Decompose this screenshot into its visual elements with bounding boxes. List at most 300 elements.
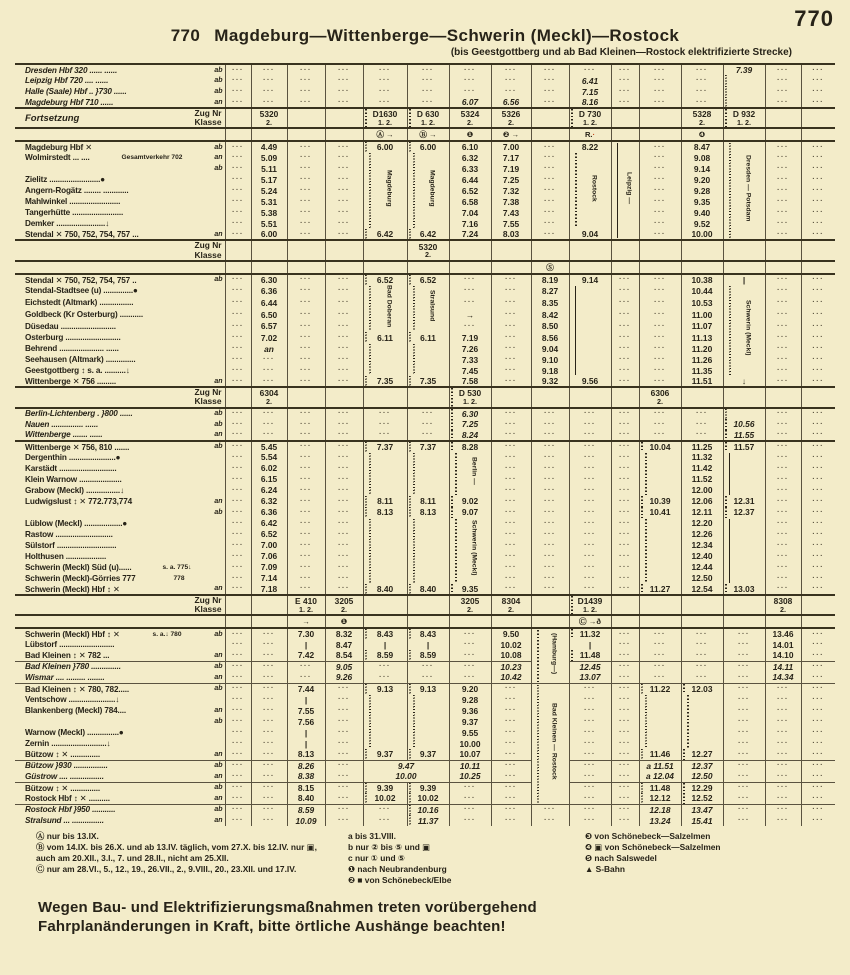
empty-cell: ··· <box>287 343 325 354</box>
empty-cell: ··· <box>325 207 363 218</box>
empty-cell: ··· <box>407 419 449 430</box>
empty-cell: ··· <box>225 320 251 332</box>
station-name: Magdeburg Hbf ✕ <box>25 143 92 153</box>
symbol-row <box>15 128 835 141</box>
station-label-cell <box>15 320 225 332</box>
empty-cell: ··· <box>611 441 639 452</box>
time-cell: 12.34 <box>681 540 723 551</box>
empty-cell: ··· <box>225 141 251 152</box>
empty-cell: ··· <box>449 86 491 97</box>
empty-cell: ··· <box>325 285 363 297</box>
ab-an-marker: ab <box>214 762 223 770</box>
empty-cell: ··· <box>225 474 251 485</box>
empty-cell: ··· <box>801 185 835 196</box>
time-cell: 7.25 <box>491 174 531 185</box>
empty-cell: ··· <box>491 584 531 595</box>
empty-cell: ··· <box>491 738 531 749</box>
empty-cell: ··· <box>491 540 531 551</box>
time-cell: 9.50 <box>491 628 531 639</box>
time-cell: 6.00 <box>363 141 407 152</box>
empty-cell: ··· <box>801 738 835 749</box>
empty-cell: ··· <box>681 430 723 441</box>
time-cell: 8.15 <box>287 782 325 793</box>
empty-cell: ··· <box>325 694 363 705</box>
symbol-cell <box>723 615 765 628</box>
time-cell: 11.26 <box>681 354 723 365</box>
train-number-cell: D 730 1. 2. <box>569 108 611 128</box>
empty-cell: ··· <box>325 196 363 207</box>
time-cell: 12.54 <box>681 584 723 595</box>
empty-cell: ··· <box>723 661 765 672</box>
ab-an-marker: an <box>214 651 223 659</box>
station-row <box>15 408 835 419</box>
time-cell: 7.37 <box>407 441 449 452</box>
time-cell: 14.34 <box>765 672 801 683</box>
empty-cell: ··· <box>569 738 611 749</box>
train-number-cell <box>611 108 639 128</box>
empty-cell: ··· <box>801 163 835 174</box>
empty-cell: ··· <box>225 86 251 97</box>
zugnr-klasse-label: Zug Nr Klasse <box>194 387 222 407</box>
train-number-cell <box>407 387 449 407</box>
train-number-cell <box>611 595 639 615</box>
station-row <box>15 496 835 507</box>
empty-cell: ··· <box>611 419 639 430</box>
empty-cell: ··· <box>325 274 363 285</box>
empty-cell: ··· <box>225 661 251 672</box>
ab-an-marker: an <box>214 817 223 825</box>
train-number-cell <box>491 387 531 407</box>
empty-cell: ··· <box>611 562 639 573</box>
empty-cell: ··· <box>251 408 287 419</box>
train-number-cell <box>681 595 723 615</box>
time-cell: 8.59 <box>407 650 449 661</box>
time-cell: 9.35 <box>681 196 723 207</box>
route-note: Gesamtverkehr 702 <box>121 154 183 162</box>
empty-cell: ··· <box>325 485 363 496</box>
vertical-route-text: Dresden — Potsdam <box>744 155 752 222</box>
empty-cell: ··· <box>765 694 801 705</box>
vertical-route-label <box>407 343 449 376</box>
station-label-cell <box>15 727 225 738</box>
empty-cell: ··· <box>611 529 639 540</box>
time-cell: 11.48 <box>569 650 611 661</box>
empty-cell: ··· <box>801 782 835 793</box>
empty-cell: ··· <box>569 507 611 518</box>
station-row <box>15 804 835 815</box>
station-name: Rostock Hbf ↕ ✕ .......... <box>25 794 110 804</box>
empty-cell: ··· <box>225 343 251 354</box>
empty-cell: ··· <box>251 815 287 826</box>
time-cell: 7.43 <box>491 207 531 218</box>
empty-cell: ··· <box>287 672 325 683</box>
empty-cell: ··· <box>287 661 325 672</box>
station-row <box>15 229 835 240</box>
empty-cell: ··· <box>639 141 681 152</box>
empty-cell: ··· <box>325 529 363 540</box>
timetable-container <box>0 63 850 826</box>
symbol-cell: ❶ <box>325 615 363 628</box>
time-cell: 9.36 <box>449 705 491 716</box>
empty-cell: ··· <box>407 86 449 97</box>
station-label-cell <box>15 141 225 152</box>
empty-cell: ··· <box>723 694 765 705</box>
empty-cell: ··· <box>491 285 531 297</box>
empty-cell: ··· <box>225 64 251 75</box>
station-name: Eichstedt (Altmark) ................ <box>25 298 134 308</box>
time-cell: 8.43 <box>407 628 449 639</box>
empty-cell: ··· <box>531 529 569 540</box>
time-cell: 10.23 <box>491 661 531 672</box>
station-row <box>15 584 835 595</box>
time-cell: 9.39 <box>407 782 449 793</box>
empty-cell: ··· <box>251 75 287 86</box>
empty-cell: ··· <box>251 639 287 650</box>
symbol-cell <box>251 128 287 141</box>
empty-cell: ··· <box>801 196 835 207</box>
empty-cell: ··· <box>611 738 639 749</box>
empty-cell: ··· <box>611 64 639 75</box>
empty-cell: ··· <box>449 661 491 672</box>
empty-cell: ··· <box>801 152 835 163</box>
time-cell: 7.35 <box>363 376 407 387</box>
empty-cell: ··· <box>325 376 363 387</box>
time-cell: 11.20 <box>681 343 723 354</box>
station-name: Stralsund ... ............... <box>25 816 104 826</box>
empty-cell: ··· <box>681 672 723 683</box>
time-cell: 15.41 <box>681 815 723 826</box>
time-cell <box>723 86 765 97</box>
empty-cell: ··· <box>225 562 251 573</box>
time-cell: 12.44 <box>681 562 723 573</box>
station-label-cell <box>15 419 225 430</box>
empty-cell: ··· <box>325 419 363 430</box>
empty-cell: ··· <box>491 562 531 573</box>
empty-cell: ··· <box>251 694 287 705</box>
train-number-cell: 8308 2. <box>765 595 801 615</box>
empty-cell: ··· <box>325 174 363 185</box>
station-row <box>15 760 835 771</box>
time-cell: 9.39 <box>363 782 407 793</box>
ab-an-marker: ab <box>214 276 223 284</box>
empty-cell: ··· <box>801 650 835 661</box>
time-cell: 7.58 <box>449 376 491 387</box>
footnote-item: ❸ von Schönebeck—Salzelmen <box>585 831 711 842</box>
vertical-route-label <box>407 452 449 496</box>
time-cell: 10.41 <box>639 507 681 518</box>
station-name: Osterburg .......................... <box>25 333 121 343</box>
symbol-cell <box>681 261 723 274</box>
vertical-route-label <box>531 628 569 683</box>
empty-cell: ··· <box>491 529 531 540</box>
symbol-cell: Ⓑ → <box>407 128 449 141</box>
time-cell: 8.40 <box>363 584 407 595</box>
empty-cell: ··· <box>225 297 251 309</box>
empty-cell: ··· <box>491 376 531 387</box>
empty-cell: ··· <box>569 727 611 738</box>
empty-cell: ··· <box>251 782 287 793</box>
ab-an-marker: ab <box>214 443 223 451</box>
empty-cell: ··· <box>325 804 363 815</box>
time-cell: 8.28 <box>449 441 491 452</box>
empty-cell: ··· <box>287 141 325 152</box>
time-cell: 10.42 <box>491 672 531 683</box>
empty-cell: ··· <box>287 218 325 229</box>
time-cell: 9.10 <box>531 354 569 365</box>
symbol-cell: ❷ → <box>491 128 531 141</box>
station-name: Sülstorf ............................ <box>25 540 117 550</box>
empty-cell: ··· <box>325 749 363 760</box>
train-number-cell <box>723 595 765 615</box>
empty-cell: ··· <box>611 551 639 562</box>
train-number-cell <box>531 108 569 128</box>
vertical-route-label <box>681 694 723 749</box>
time-cell: 7.02 <box>251 332 287 343</box>
symbol-cell <box>407 615 449 628</box>
time-cell: 11.55 <box>723 430 765 441</box>
empty-cell: ··· <box>611 463 639 474</box>
empty-cell: ··· <box>225 376 251 387</box>
time-cell: 6.15 <box>251 474 287 485</box>
empty-cell: ··· <box>325 474 363 485</box>
empty-cell: ··· <box>287 474 325 485</box>
time-cell: 9.37 <box>449 716 491 727</box>
time-cell: 9.14 <box>569 274 611 285</box>
empty-cell: ··· <box>325 507 363 518</box>
empty-cell: ··· <box>681 64 723 75</box>
symbol-cell: ❹ <box>681 128 723 141</box>
station-label-cell <box>15 749 225 760</box>
ab-an-marker: an <box>214 673 223 681</box>
time-cell: ↓ <box>723 376 765 387</box>
empty-cell: ··· <box>801 441 835 452</box>
time-cell: a 11.51 <box>639 760 681 771</box>
train-number-cell <box>225 595 251 615</box>
station-row <box>15 141 835 152</box>
empty-cell: ··· <box>449 793 491 804</box>
symbol-row <box>15 261 835 274</box>
empty-cell: ··· <box>225 507 251 518</box>
train-number-cell <box>325 240 363 260</box>
station-label-cell <box>15 309 225 321</box>
empty-cell: ··· <box>639 672 681 683</box>
empty-cell: ··· <box>491 320 531 332</box>
train-number-cell <box>251 240 287 260</box>
empty-cell: ··· <box>639 274 681 285</box>
empty-cell: ··· <box>569 683 611 694</box>
station-name: Wismar .... ......... ........ <box>25 672 105 682</box>
station-name: Geestgottberg ↕ s. a. ..........↓ <box>25 366 130 376</box>
ab-an-marker: ab <box>214 77 223 84</box>
empty-cell: ··· <box>639 229 681 240</box>
empty-cell: ··· <box>765 163 801 174</box>
station-name: Bad Kleinen ↕ ✕ 782 ... <box>25 651 110 661</box>
empty-cell: ··· <box>325 64 363 75</box>
station-name: Wittenberge ✕ 756, 810 ....... <box>25 442 130 452</box>
zug-row-label <box>15 595 225 615</box>
empty-cell: ··· <box>611 705 639 716</box>
empty-cell: ··· <box>765 727 801 738</box>
time-cell: 12.00 <box>681 485 723 496</box>
empty-cell: ··· <box>225 782 251 793</box>
empty-cell: ··· <box>531 419 569 430</box>
time-cell: 11.52 <box>681 474 723 485</box>
footnote-column-1 <box>36 831 336 886</box>
empty-cell: ··· <box>407 64 449 75</box>
empty-cell: ··· <box>569 760 611 771</box>
empty-cell: ··· <box>611 716 639 727</box>
empty-cell: ··· <box>765 141 801 152</box>
vertical-route-text: Bad Doberan <box>385 284 393 328</box>
empty-cell: ··· <box>531 75 569 86</box>
station-row <box>15 152 835 163</box>
empty-cell: ··· <box>449 782 491 793</box>
empty-cell: ··· <box>765 408 801 419</box>
empty-cell: ··· <box>801 573 835 584</box>
empty-cell: ··· <box>611 297 639 309</box>
station-label-cell <box>15 782 225 793</box>
time-cell: 10.56 <box>723 419 765 430</box>
time-cell: 12.50 <box>681 573 723 584</box>
vertical-route-label <box>723 518 765 584</box>
empty-cell: ··· <box>639 365 681 376</box>
time-cell: 12.52 <box>681 793 723 804</box>
time-cell: 11.48 <box>639 782 681 793</box>
empty-cell: ··· <box>225 749 251 760</box>
train-number-row <box>15 595 835 615</box>
time-cell <box>723 97 765 108</box>
empty-cell: ··· <box>287 163 325 174</box>
empty-cell: ··· <box>723 683 765 694</box>
timetable <box>15 63 835 826</box>
empty-cell: ··· <box>325 683 363 694</box>
station-name: Demker .......................↓ <box>25 219 110 229</box>
station-label-cell <box>15 452 225 463</box>
vertical-route-label <box>569 285 611 376</box>
footnote-item: ❹ ▣ von Schönebeck—Salzelmen <box>585 842 721 853</box>
empty-cell: ··· <box>611 332 639 343</box>
empty-cell: ··· <box>531 562 569 573</box>
empty-cell: ··· <box>225 309 251 321</box>
ab-an-marker: an <box>214 98 223 106</box>
ab-an-marker: ab <box>214 806 223 814</box>
empty-cell: ··· <box>251 628 287 639</box>
empty-cell: ··· <box>225 694 251 705</box>
empty-cell: ··· <box>251 376 287 387</box>
empty-cell: ··· <box>225 650 251 661</box>
train-number-cell <box>225 387 251 407</box>
ab-an-marker: ab <box>214 663 223 671</box>
empty-cell: ··· <box>723 705 765 716</box>
empty-cell: ··· <box>611 518 639 529</box>
empty-cell: ··· <box>765 309 801 321</box>
empty-cell: ··· <box>801 496 835 507</box>
footnote-item: Ⓑ vom 14.IX. bis 26.X. und ab 13.IV. täglich, vom 27.X. bis 12.IV. nur ▣, auch am 20.XII., 3.I., 7. und 28.II., nicht am 25.XII. <box>36 842 317 864</box>
empty-cell: ··· <box>639 297 681 309</box>
empty-cell: ··· <box>723 804 765 815</box>
empty-cell: ··· <box>325 705 363 716</box>
empty-cell: ··· <box>801 507 835 518</box>
station-label-cell <box>15 562 225 573</box>
time-cell: 10.02 <box>363 793 407 804</box>
time-cell: an <box>251 343 287 354</box>
empty-cell: ··· <box>681 86 723 97</box>
station-name: Angern-Rogätz ........ ............ <box>25 186 129 196</box>
symbol-cell <box>765 261 801 274</box>
empty-cell: ··· <box>639 285 681 297</box>
station-name: Zernin ..........................↓ <box>25 739 111 749</box>
time-cell: 11.51 <box>681 376 723 387</box>
time-cell: 4.49 <box>251 141 287 152</box>
time-cell: 7.16 <box>449 218 491 229</box>
empty-cell: ··· <box>287 185 325 196</box>
station-name: Magdeburg Hbf 710 ...... <box>25 97 114 107</box>
empty-cell: ··· <box>449 628 491 639</box>
time-cell: 8.56 <box>531 332 569 343</box>
time-cell: 13.24 <box>639 815 681 826</box>
time-cell: 5.38 <box>251 207 287 218</box>
train-number-cell <box>531 387 569 407</box>
empty-cell: ··· <box>225 584 251 595</box>
empty-cell: ··· <box>611 573 639 584</box>
empty-cell: ··· <box>801 485 835 496</box>
station-label-cell <box>15 573 225 584</box>
time-cell: 8.13 <box>363 507 407 518</box>
empty-cell: ··· <box>225 496 251 507</box>
empty-cell: ··· <box>801 229 835 240</box>
empty-cell: ··· <box>531 518 569 529</box>
empty-cell: ··· <box>363 661 407 672</box>
train-number-cell <box>723 387 765 407</box>
empty-cell: ··· <box>765 782 801 793</box>
train-number-cell <box>801 108 835 128</box>
time-cell: 6.00 <box>251 229 287 240</box>
vertical-route-label <box>723 285 765 376</box>
empty-cell: ··· <box>449 297 491 309</box>
symbol-cell <box>639 261 681 274</box>
time-cell: 6.11 <box>407 332 449 343</box>
empty-cell: ··· <box>765 683 801 694</box>
time-cell: 7.33 <box>449 354 491 365</box>
route-title <box>0 26 850 46</box>
empty-cell: ··· <box>801 75 835 86</box>
time-cell: 8.13 <box>407 507 449 518</box>
empty-cell: ··· <box>225 354 251 365</box>
empty-cell: ··· <box>225 551 251 562</box>
empty-cell: ··· <box>639 628 681 639</box>
empty-cell: ··· <box>801 64 835 75</box>
empty-cell: ··· <box>639 185 681 196</box>
empty-cell: ··· <box>611 628 639 639</box>
train-number-cell: D1439 1. 2. <box>569 595 611 615</box>
empty-cell: ··· <box>639 207 681 218</box>
empty-cell: ··· <box>225 815 251 826</box>
empty-cell: ··· <box>569 419 611 430</box>
empty-cell: ··· <box>531 441 569 452</box>
empty-cell: ··· <box>639 196 681 207</box>
time-cell: 12.50 <box>681 771 723 782</box>
empty-cell: ··· <box>491 727 531 738</box>
station-label-cell <box>15 297 225 309</box>
time-cell: 12.45 <box>569 661 611 672</box>
station-name: Halle (Saale) Hbf .. }730 ...... <box>25 87 127 96</box>
time-cell: 7.42 <box>287 650 325 661</box>
time-cell: 8.42 <box>531 309 569 321</box>
time-cell: → <box>449 309 491 321</box>
empty-cell: ··· <box>681 650 723 661</box>
empty-cell: ··· <box>251 661 287 672</box>
station-label-cell <box>15 804 225 815</box>
